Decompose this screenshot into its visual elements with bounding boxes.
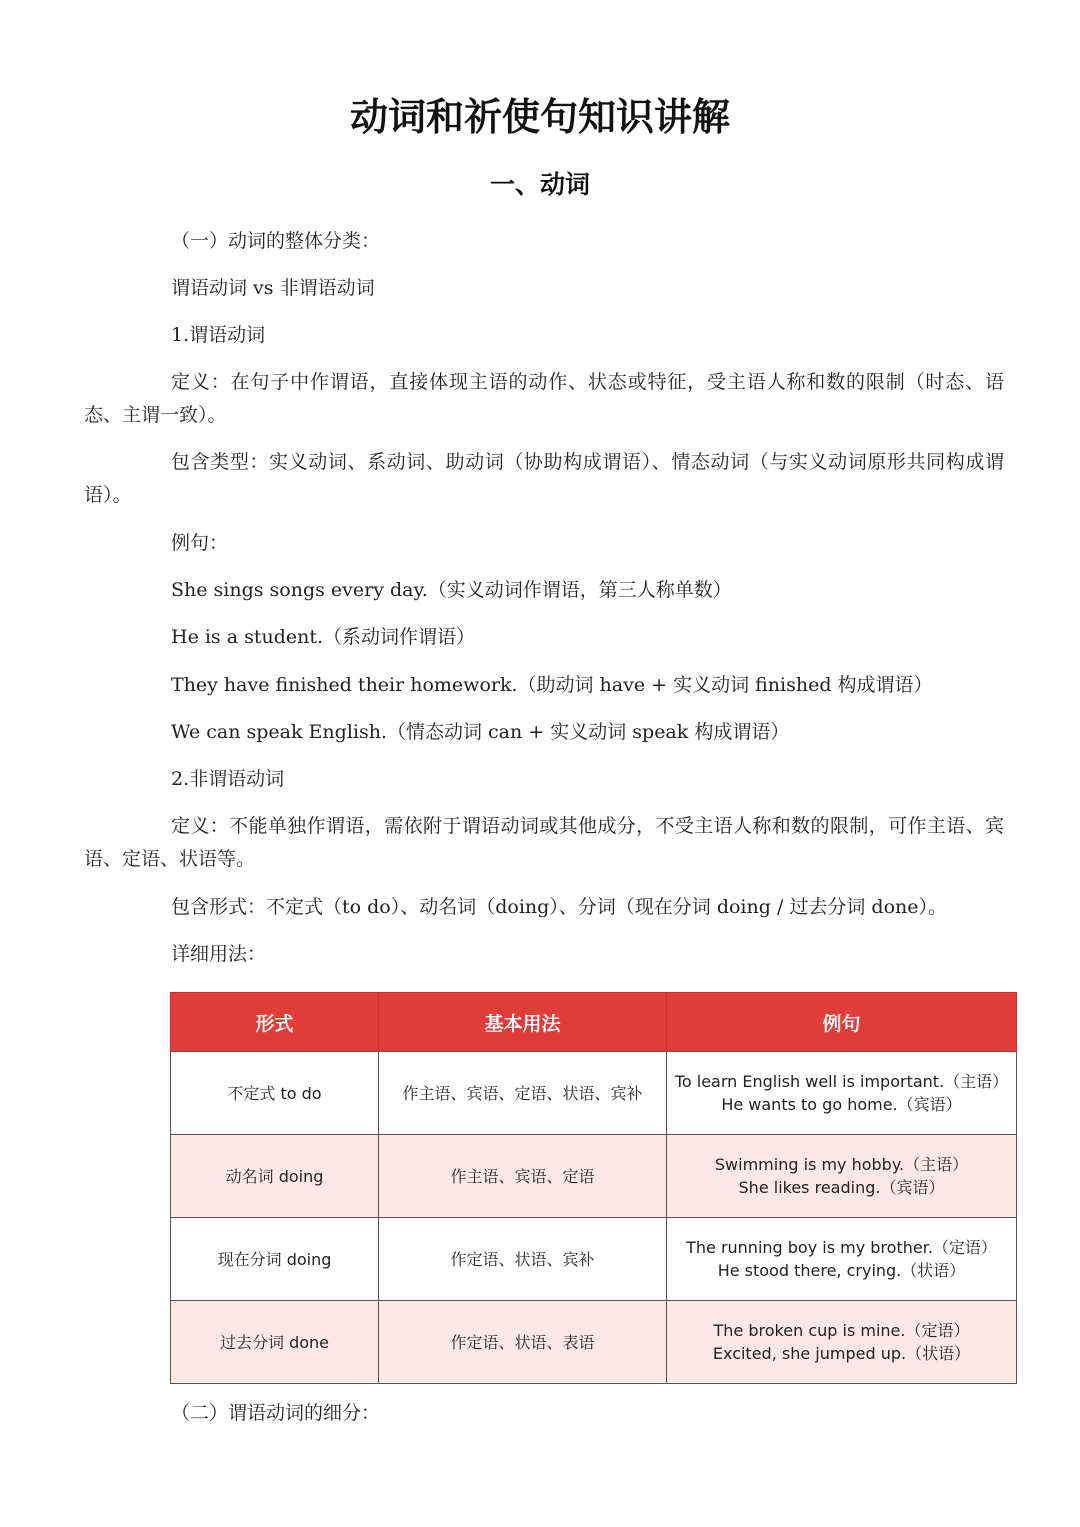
example-line: Swimming is my hobby.（主语） [714,1155,969,1174]
cell-form: 不定式 to do [171,1052,379,1135]
header-usage: 基本用法 [379,993,667,1052]
example-sentence-2: He is a student.（系动词作谓语） [171,626,476,648]
cell-example [667,1301,1017,1384]
nonpredicate-usage-table [170,992,1017,1384]
document-title: 动词和祈使句知识讲解 [349,95,730,139]
cell-usage: 作定语、状语、表语 [379,1301,667,1384]
example-sentence-3: They have finished their homework.（助动词 have + 实义动词 finished 构成谓语） [171,674,933,696]
table-header-row [171,993,1017,1052]
heading-predicate-verbs: 1.谓语动词 [171,324,266,346]
example-line: The broken cup is mine.（定语） [713,1321,970,1340]
cell-form: 动名词 doing [171,1135,379,1218]
cell-form: 过去分词 done [171,1301,379,1384]
example-line: To learn English well is important.（主语） [674,1072,1009,1091]
table-row [171,1135,1017,1218]
comparison-line: 谓语动词 vs 非谓语动词 [171,277,375,299]
types-predicate: 包含类型：实义动词、系动词、助动词（协助构成谓语）、情态动词（与实义动词原形共同构成谓语）。 [84,451,1004,506]
example-line: The running boy is my brother.（定语） [686,1238,997,1257]
cell-usage: 作主语、宾语、定语 [379,1135,667,1218]
subsection-heading: （一）动词的整体分类： [171,230,381,252]
header-example: 例句 [667,993,1017,1052]
definition-nonpredicate: 定义：不能单独作谓语，需依附于谓语动词或其他成分，不受主语人称和数的限制，可作主语、宾语、定语、状语等。 [84,815,1004,870]
example-sentence-1: She sings songs every day.（实义动词作谓语，第三人称单数） [171,579,732,601]
example-line: She likes reading.（宾语） [738,1178,945,1197]
example-line: Excited, she jumped up.（状语） [712,1344,971,1363]
cell-example [667,1218,1017,1301]
cell-usage: 作主语、宾语、定语、状语、宾补 [379,1052,667,1135]
forms-nonpredicate: 包含形式：不定式（to do）、动名词（doing）、分词（现在分词 doing / 过去分词 done）。 [171,896,948,918]
definition-predicate: 定义：在句子中作谓语，直接体现主语的动作、状态或特征，受主语人称和数的限制（时态、语态、主谓一致）。 [84,371,1004,426]
cell-example [667,1135,1017,1218]
subsection-heading-2: （二）谓语动词的细分： [171,1402,381,1424]
cell-example [667,1052,1017,1135]
cell-usage: 作定语、状语、宾补 [379,1218,667,1301]
heading-nonpredicate-verbs: 2.非谓语动词 [171,768,285,790]
examples-label: 例句： [171,532,229,554]
table-row [171,1218,1017,1301]
example-line: He wants to go home.（宾语） [721,1095,962,1114]
example-sentence-4: We can speak English.（情态动词 can + 实义动词 speak 构成谓语） [171,721,790,743]
detailed-usage-label: 详细用法： [171,943,267,965]
table-row [171,1052,1017,1135]
cell-form: 现在分词 doing [171,1218,379,1301]
header-form: 形式 [171,993,379,1052]
section-title: 一、动词 [489,170,590,199]
example-line: He stood there, crying.（状语） [717,1261,966,1280]
table-row [171,1301,1017,1384]
